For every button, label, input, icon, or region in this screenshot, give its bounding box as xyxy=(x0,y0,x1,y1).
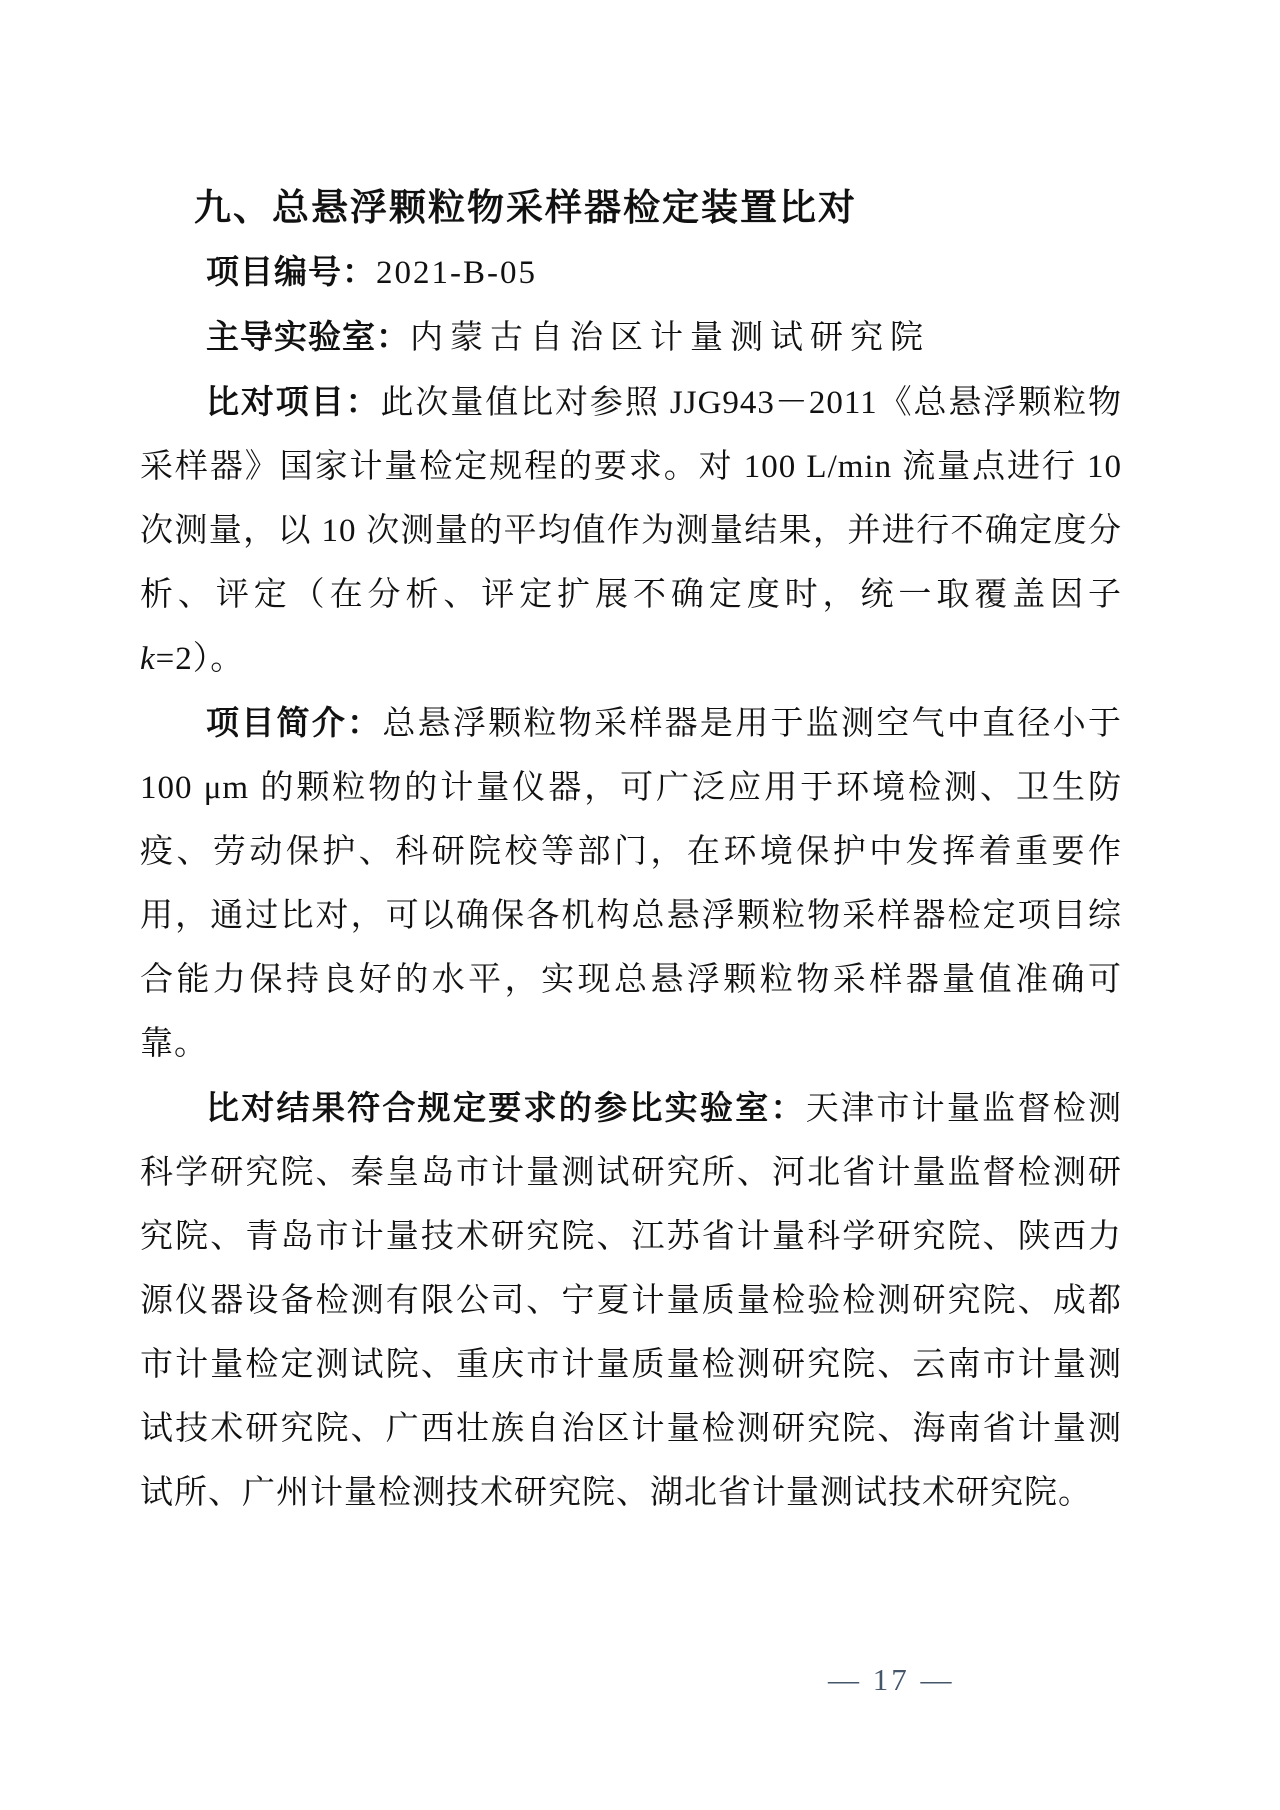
paragraph-qualified-labs xyxy=(140,1076,1122,1525)
lead-laboratory-label: 主导实验室： xyxy=(206,318,410,355)
section-heading: 九、总悬浮颗粒物采样器检定装置比对 xyxy=(194,187,857,228)
comparison-item-text-end: =2）。 xyxy=(155,641,245,677)
comparison-item-label: 比对项目： xyxy=(206,383,381,420)
project-number-label: 项目编号： xyxy=(206,253,376,290)
paragraph-comparison-item xyxy=(140,370,1122,691)
coverage-factor-symbol: k xyxy=(140,641,156,677)
qualified-labs-label: 比对结果符合规定要求的参比实验室： xyxy=(206,1089,806,1126)
lead-laboratory-value: 内蒙古自治区计量测试研究院 xyxy=(410,320,930,356)
comparison-item-text: 此次量值比对参照 JJG943－2011《总悬浮颗粒物采样器》国家计量检定规程的要求。对 100 L/min 流量点进行 10 次测量，以 10 次测量的平均值作为测量结果，并进行不确定度分析、评定（在分析、评定扩展不确定度时，统一取覆盖因子 xyxy=(140,385,1122,613)
page-number: — 17 — xyxy=(828,1662,955,1697)
project-intro-text: 总悬浮颗粒物采样器是用于监测空气中直径小于 100 μm 的颗粒物的计量仪器，可广泛应用于环境检测、卫生防疫、劳动保护、科研院校等部门，在环境保护中发挥着重要作用，通过比对，可以确保各机构总悬浮颗粒物采样器检定项目综合能力保持良好的水平，实现总悬浮颗粒物采样器量值准确可靠。 xyxy=(140,706,1123,1062)
project-number-value: 2021-B-05 xyxy=(376,255,537,291)
field-project-number xyxy=(140,240,1122,305)
document-body xyxy=(140,176,1122,1525)
qualified-labs-text: 天津市计量监督检测科学研究院、秦皇岛市计量测试研究所、河北省计量监督检测研究院、青岛市计量技术研究院、江苏省计量科学研究院、陕西力源仪器设备检测有限公司、宁夏计量质量检验检测研究院、成都市计量检定测试院、重庆市计量质量检测研究院、云南市计量测试技术研究院、广西壮族自治区计量检测研究院、海南省计量测试所、广州计量检测技术研究院、湖北省计量测试技术研究院。 xyxy=(140,1091,1123,1511)
paragraph-project-intro xyxy=(140,691,1122,1076)
field-lead-laboratory xyxy=(140,305,1122,370)
project-intro-label: 项目简介： xyxy=(206,704,383,741)
